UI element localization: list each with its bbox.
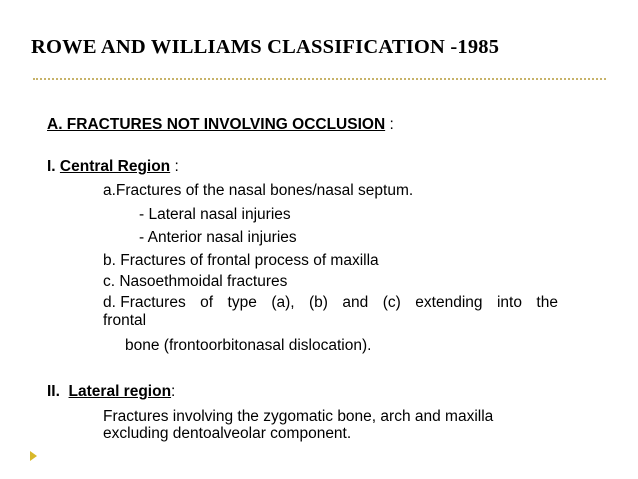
lateral-description-line-2: excluding dentoalveolar component. (103, 425, 352, 442)
lateral-description-line-1: Fractures involving the zygomatic bone, arch and maxilla (103, 408, 494, 425)
item-d-word: the (536, 294, 558, 311)
item-d-word: type (227, 294, 257, 311)
central-item-c: c. Nasoethmoidal fractures (103, 273, 288, 290)
item-d-word: extending (415, 294, 483, 311)
item-d-word: and (342, 294, 369, 311)
item-d-word: (a), (271, 294, 295, 311)
item-d-word: of (200, 294, 214, 311)
central-region-number: I. (47, 158, 60, 175)
central-item-d-line-1 (103, 294, 558, 312)
central-item-a: a.Fractures of the nasal bones/nasal septum. (103, 182, 414, 199)
section-a-heading: A. FRACTURES NOT INVOLVING OCCLUSION (47, 116, 386, 133)
section-a-colon: : (385, 116, 394, 133)
item-d-word: d. Fractures (103, 294, 186, 311)
item-d-word: (c) (382, 294, 401, 311)
central-region-label: Central Region (59, 158, 171, 175)
slide-title: ROWE AND WILLIAMS CLASSIFICATION -1985 (31, 36, 500, 58)
lateral-region-line (47, 383, 175, 401)
lateral-region-label: Lateral region (68, 383, 172, 400)
central-sub-item-1: - Lateral nasal injuries (139, 206, 291, 223)
item-d-word: (b) (309, 294, 328, 311)
central-region-line (47, 158, 179, 176)
lateral-region-number: II. (47, 383, 69, 400)
central-item-d-line-3: bone (frontoorbitonasal dislocation). (125, 337, 372, 354)
central-item-d-line-2: frontal (103, 312, 147, 329)
central-item-d (103, 294, 558, 330)
central-region-colon: : (170, 158, 179, 175)
central-sub-item-2: - Anterior nasal injuries (139, 229, 297, 246)
triangle-bullet-icon (30, 451, 37, 461)
lateral-region-colon: : (171, 383, 176, 400)
item-d-word: into (496, 294, 522, 311)
section-a-heading-line (47, 116, 394, 134)
central-item-b: b. Fractures of frontal process of maxilla (103, 252, 379, 269)
dotted-divider (33, 78, 606, 80)
